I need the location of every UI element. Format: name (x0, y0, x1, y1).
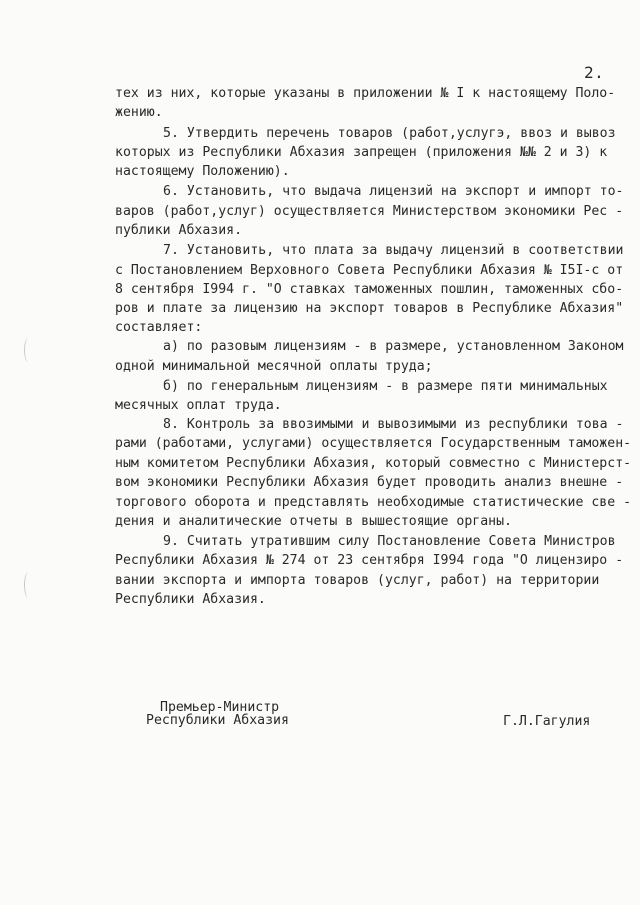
text-line: с Постановлением Верховного Совета Республики Абхазия № I5I-с от (115, 263, 624, 278)
text-line: настоящему Положению). (115, 164, 290, 179)
text-line: тех из них, которые указаны в приложении № I к настоящему Поло- (115, 86, 616, 101)
punch-hole-mark (24, 572, 33, 598)
text-line: варов (работ,услуг) осуществляется Министерством экономики Рес - (115, 204, 624, 219)
text-line: вании экспорта и импорта товаров (услуг, работ) на территории (115, 573, 600, 588)
text-line: дения и аналитические отчеты в вышестоящие органы. (115, 514, 512, 529)
page-number: 2. (584, 63, 605, 82)
text-line: 6. Установить, что выдача лицензий на экспорт и импорт то- (163, 184, 624, 199)
text-line: 8. Контроль за ввозимыми и вывозимыми из республики това - (163, 417, 624, 432)
signature-title-line2: Республики Абхазия (146, 713, 289, 728)
text-line: месячных оплат труда. (115, 398, 282, 413)
text-line: рами (работами, услугами) осуществляется Государственным таможен- (115, 436, 632, 451)
text-line: публики Абхазия. (115, 223, 243, 238)
text-line: вом экономики Республики Абхазия будет проводить анализ внешне - (115, 475, 624, 490)
text-line: которых из Республики Абхазия запрещен (приложения №№ 2 и 3) к (115, 145, 608, 160)
text-line: одной минимальной месячной оплаты труда; (115, 359, 433, 374)
text-line: 7. Установить, что плата за выдачу лицензий в соответствии (163, 243, 624, 258)
text-line: жению. (115, 105, 163, 120)
text-line: 9. Считать утратившим силу Постановление Совета Министров (163, 534, 616, 549)
text-line: Республики Абхазия. (115, 592, 266, 607)
text-line: ным комитетом Республики Абхазия, который совместно с Министерст- (115, 456, 632, 471)
signature-name: Г.Л.Гагулия (503, 714, 591, 729)
signature-title-line1: Премьер-Министр (160, 700, 280, 715)
text-line: б) по генеральным лицензиям - в размере пяти минимальных (163, 379, 608, 394)
text-line: торгового оборота и представлять необходимые статистические све - (115, 495, 632, 510)
text-line: 8 сентября I994 г. "О ставках таможенных пошлин, таможенных сбо- (115, 282, 624, 297)
text-line: составляет: (115, 320, 203, 335)
text-line: ров и плате за лицензию на экспорт товаров в Республике Абхазия" (115, 301, 624, 316)
punch-hole-mark (24, 338, 33, 362)
text-line: а) по разовым лицензиям - в размере, установленном Законом (163, 339, 624, 354)
text-line: 5. Утвердить перечень товаров (работ,услугэ, ввоз и вывоз (163, 126, 616, 141)
text-line: Республики Абхазия № 274 от 23 сентября I994 года "О лицензиро - (115, 553, 624, 568)
